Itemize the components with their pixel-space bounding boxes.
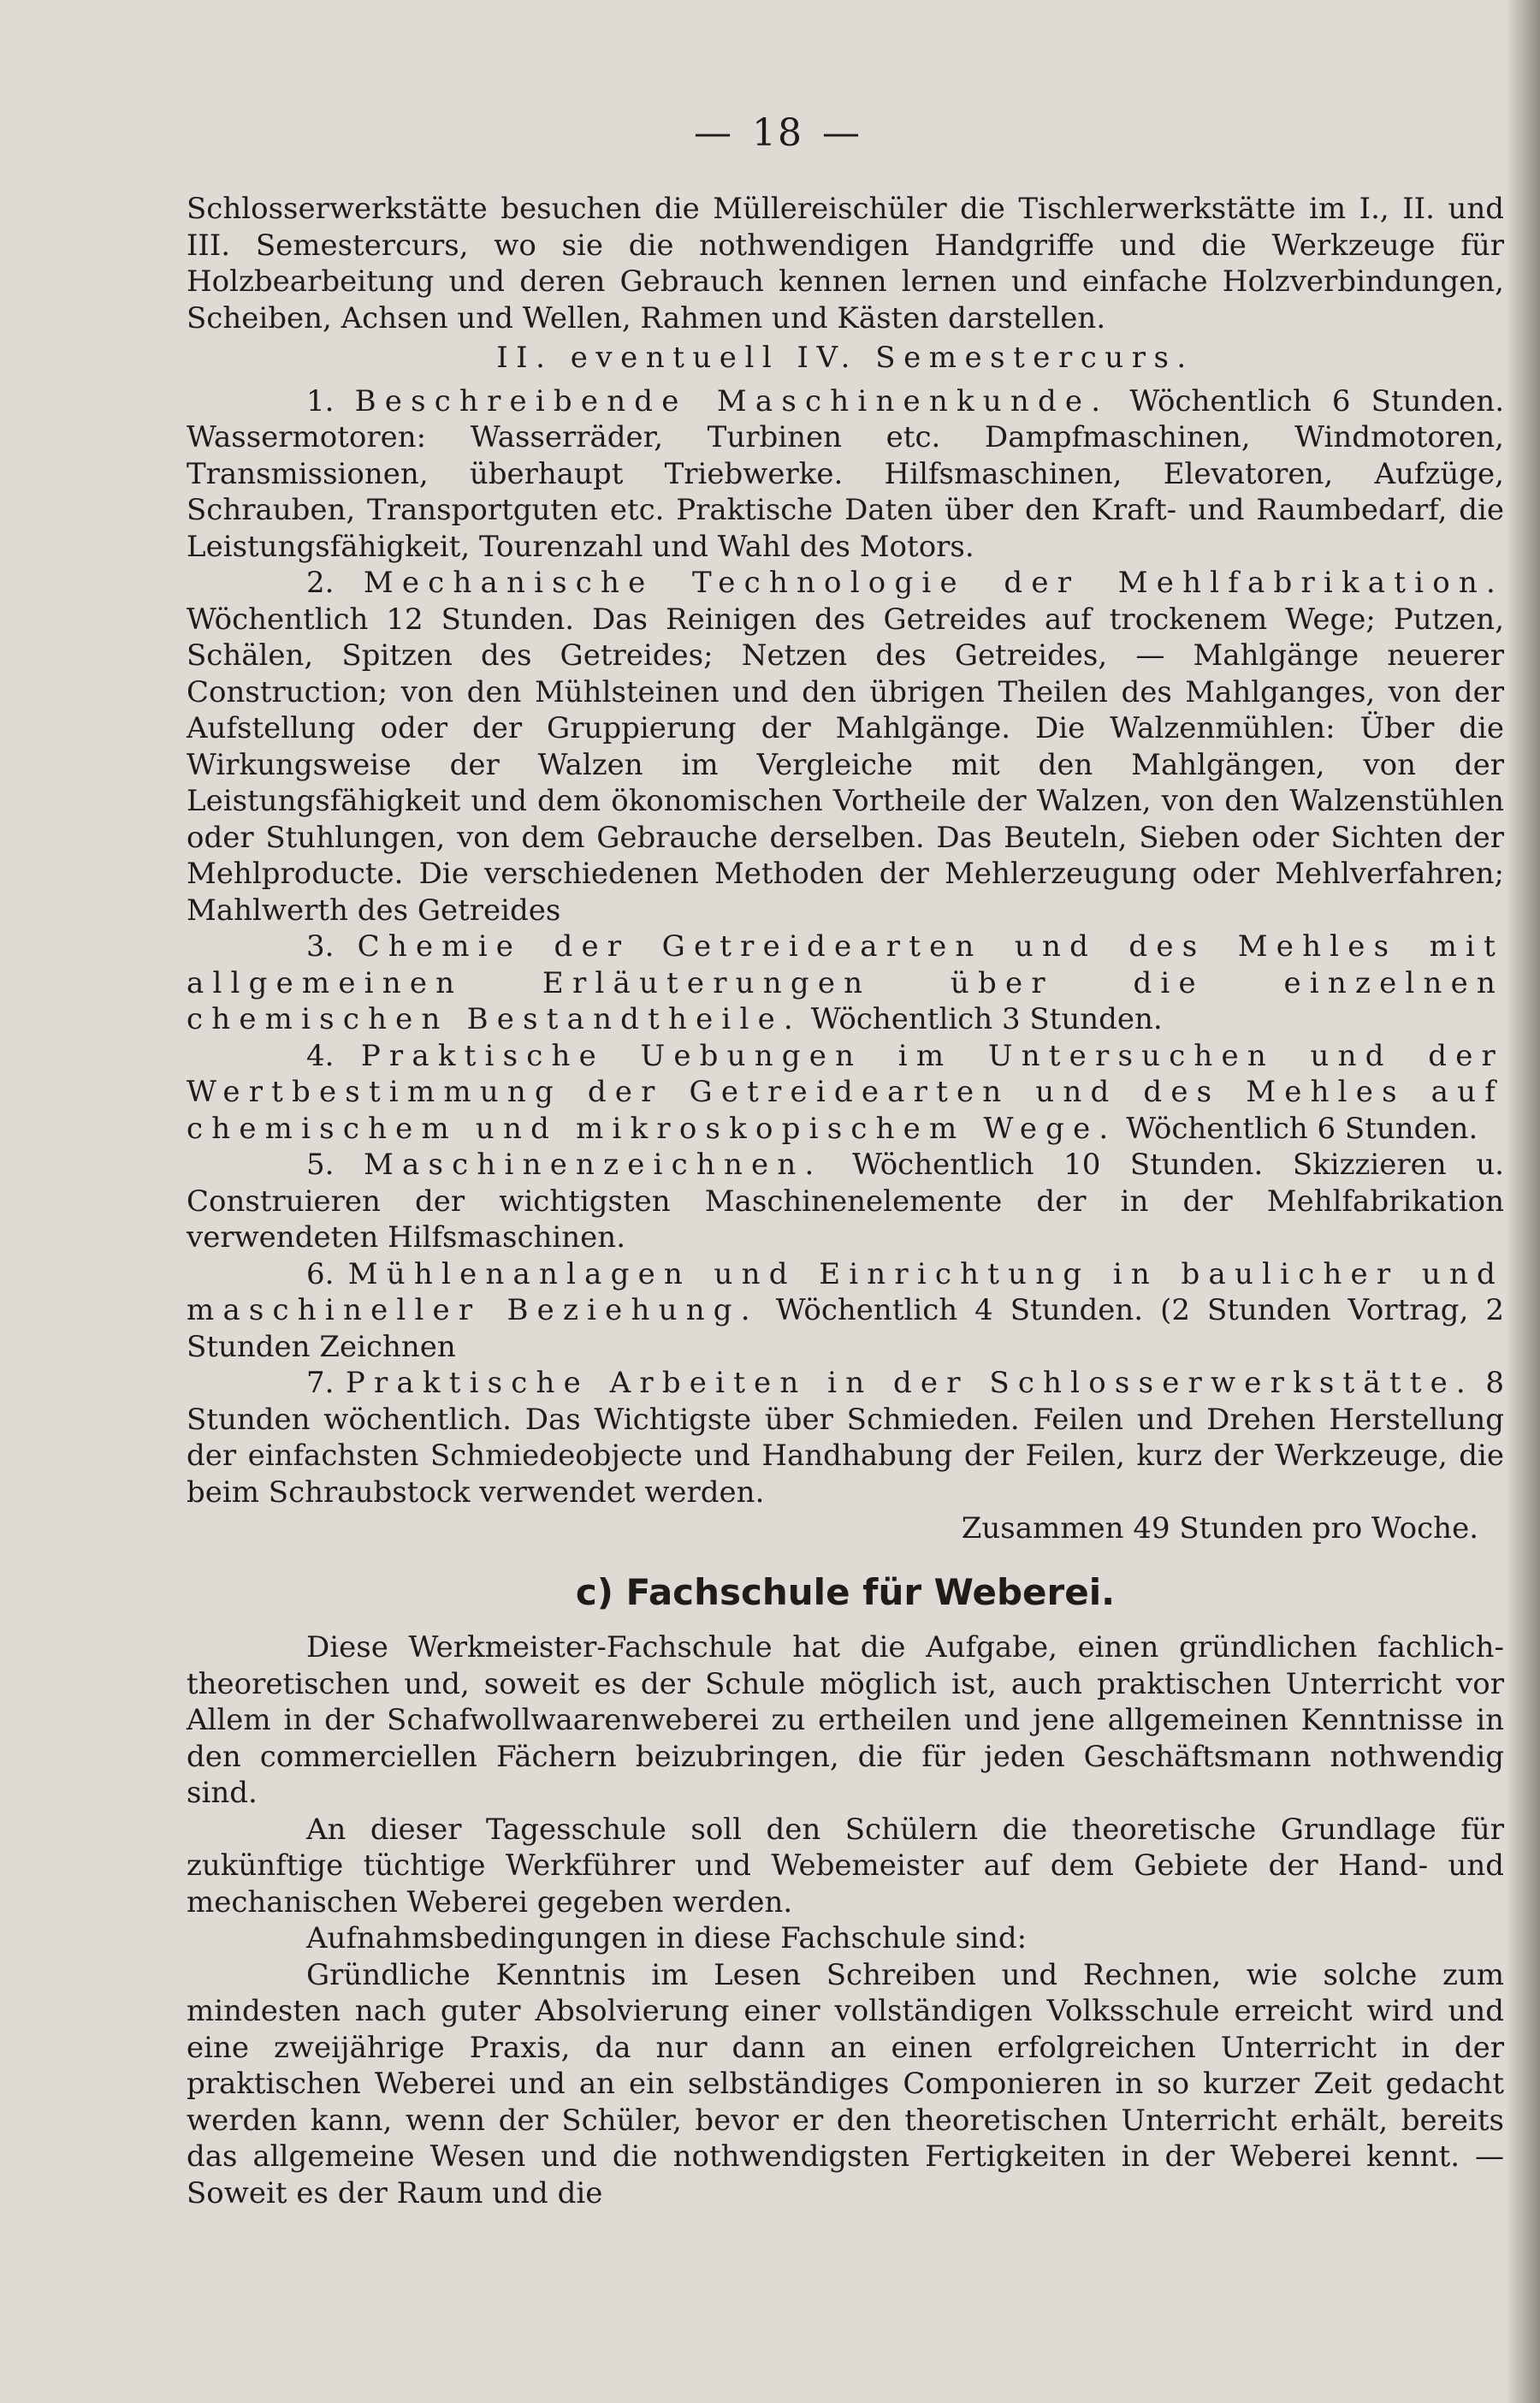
body-text (187, 191, 1504, 2211)
item-text: Wöchentlich 12 Stunden. Das Reinigen des Getreides auf trockenem Wege; Putzen, Schälen, Spitzen des Getreides; Netzen des Getreides, — Mahlgänge neuerer Construction; von den Mühlsteinen und den übrigen Theilen des Mahlganges, von der Aufstellung oder der Gruppierung der Mahlgänge. Die Walzenmühlen: Über die Wirkungsweise der Walzen im Vergleiche mit den Mahlgängen, von der Leistungsfähigkeit und dem ökonomischen Vortheile der Walzen, von den Walzenstühlen oder Stuhlungen, von dem Gebrauche derselben. Das Beuteln, Sieben oder Sichten der Mehlproducte. Die verschiedenen Methoden der Mehlerzeugung oder Mehlverfahren; Mahlwerth des Getreides (187, 602, 1504, 928)
course-item-7 (187, 1365, 1504, 1510)
item-title: Mechanische Technologie der Mehlfabrikation. (363, 566, 1504, 600)
weberei-paragraph: An dieser Tagesschule soll den Schülern die theoretische Grundlage für zukünftige tüchtige Werkführer und Webemeister auf dem Gebiete der Hand- und mechanischen Weberei gegeben werden. (187, 1812, 1504, 1919)
page-edge-shadow (1506, 0, 1540, 2403)
total-hours-line: Zusammen 49 Stunden pro Woche. (961, 1511, 1478, 1546)
weberei-paragraph: Diese Werkmeister-Fachschule hat die Aufgabe, einen gründlichen fachlich-theoretischen und, soweit es der Schule möglich ist, auch praktischen Unterricht vor Allem in der Schafwollwaarenweberei zu ertheilen und jene allgemeinen Kenntnisse in den commerciellen Fächern beizubringen, die für jeden Geschäftsmann nothwendig sind. (187, 1630, 1504, 1810)
item-text: Wöchentlich 6 Stunden. (1116, 1111, 1478, 1146)
item-title: Maschinenzeichnen. (364, 1148, 823, 1182)
course-item-3 (187, 929, 1504, 1038)
item-number: 2. (306, 566, 335, 600)
item-number: 5. (306, 1148, 335, 1182)
course-item-6 (187, 1256, 1504, 1366)
item-number: 3. (306, 929, 335, 964)
item-text: Wöchentlich 4 Stunden. (2 Stunden Vortrag, 2 Stunden Zeichnen (187, 1293, 1504, 1364)
item-number: 6. (306, 1256, 335, 1291)
weberei-paragraph: Gründliche Kenntnis im Lesen Schreiben und Rechnen, wie solche zum mindesten nach guter Absolvierung einer vollständigen Volksschule erreicht wird und eine zweijährige Praxis, da nur dann an einen erfolgreichen Unterricht in der praktischen Weberei und an ein selbständiges Componieren in so kurzer Zeit gedacht werden kann, wenn der Schüler, bevor er den theoretischen Unterricht erhält, bereits das allgemeine Wesen und die nothwendigsten Fertigkeiten in der Weberei kennt. — Soweit es der Raum und die (187, 1957, 1504, 2210)
course-item-4 (187, 1038, 1504, 1148)
item-number: 7. (306, 1366, 335, 1400)
section-heading: II. eventuell IV. Semestercurs. (496, 341, 1194, 375)
item-text: Wöchentlich 10 Stunden. Skizzieren u. Construieren der wichtigsten Maschinenelemente der in der Mehlfabrikation verwendeten Hilfsmaschinen. (187, 1148, 1504, 1255)
fachschule-heading: c) Fachschule für Weberei. (575, 1570, 1116, 1613)
course-item-5 (187, 1147, 1504, 1256)
item-title: Praktische Uebungen im Untersuchen und der Wertbestimmung der Getreidearten und des Mehles auf chemischem und mikroskopischem Wege. (187, 1038, 1505, 1146)
item-title: Beschreibende Maschinenkunde. (354, 383, 1110, 418)
item-title: Chemie der Getreidearten und des Mehles mit allgemeinen Erläuterungen über die einzelnen chemischen Bestandtheile. (187, 929, 1504, 1036)
course-item-2 (187, 565, 1504, 929)
item-title: Mühlenanlagen und Einrichtung in baulicher und maschineller Beziehung. (187, 1256, 1505, 1327)
item-number: 1. (306, 383, 335, 418)
item-text: 8 Stunden wöchentlich. Das Wichtigste über Schmieden. Feilen und Drehen Herstellung der einfachsten Schmiedeobjecte und Handhabung der Feilen, kurz der Werkzeuge, die beim Schraubstock verwendet werden. (187, 1366, 1504, 1510)
item-text: Wöchentlich 3 Stunden. (801, 1002, 1163, 1036)
item-title: Praktische Arbeiten in der Schlosserwerkstätte. (345, 1366, 1474, 1400)
course-item-1 (187, 383, 1504, 566)
page-number: 18 (752, 111, 803, 155)
page-number-line: — 18 — (694, 111, 862, 155)
intro-paragraph: Schlosserwerkstätte besuchen die Müllereischüler die Tischlerwerkstätte im I., II. und III. Semestercurs, wo sie die nothwendigen Handgriffe und die Werkzeuge für Holzbearbeitung und deren Gebrauch kennen lernen und einfache Holzverbindungen, Scheiben, Achsen und Wellen, Rahmen und Kästen darstellen. (187, 192, 1504, 335)
weberei-paragraph: Aufnahmsbedingungen in diese Fachschule sind: (306, 1921, 1028, 1955)
item-number: 4. (306, 1038, 335, 1073)
item-text: Wöchentlich 6 Stunden. Wassermotoren: Wasserräder, Turbinen etc. Dampfmaschinen, Windmotoren, Transmissionen, überhaupt Triebwerke. Hilfsmaschinen, Elevatoren, Aufzüge, Schrauben, Transportguten etc. Praktische Daten über den Kraft- und Raumbedarf, die Leistungsfähigkeit, Tourenzahl und Wahl des Motors. (187, 383, 1505, 564)
